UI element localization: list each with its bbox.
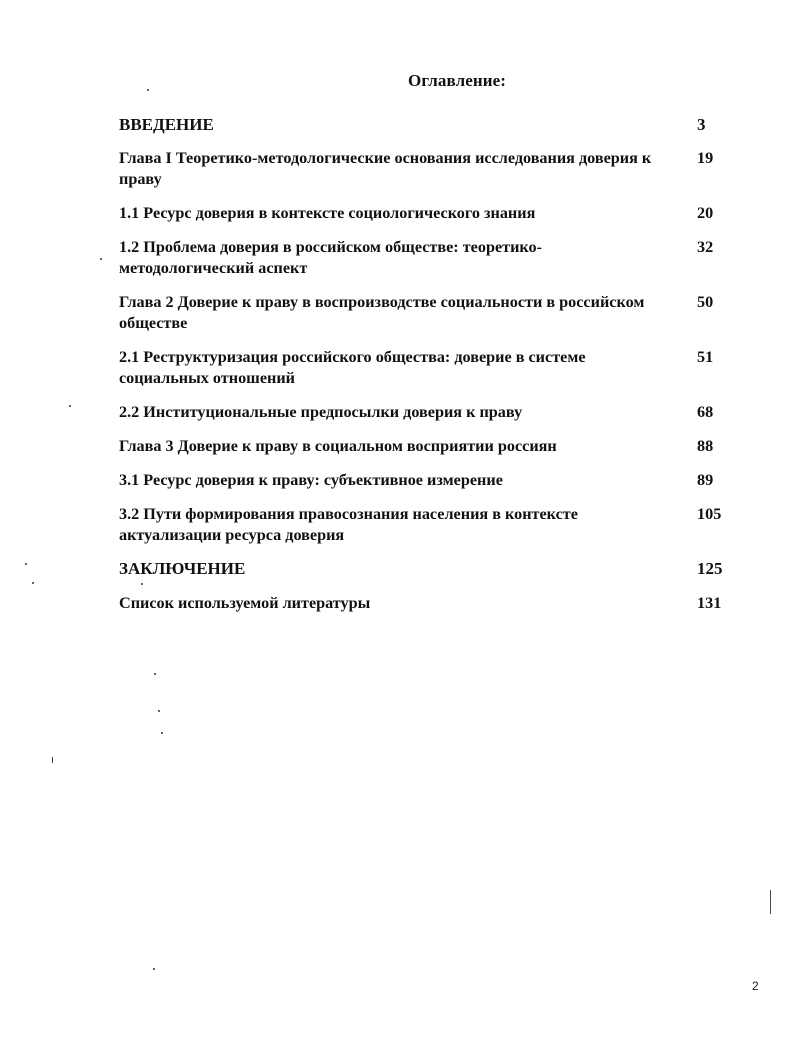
scan-speck: [158, 710, 160, 712]
toc-entry-label: 2.2 Институциональные предпосылки доверия к праву: [119, 403, 523, 421]
toc-entry-label: Список используемой литературы: [119, 594, 371, 612]
toc-entry[interactable]: [119, 436, 731, 457]
toc-entry-label: Глава 3 Доверие к праву в социальном восприятии россиян: [119, 437, 557, 455]
scan-speck: [100, 258, 102, 260]
toc-entry-page: 3: [697, 115, 706, 134]
scan-speck: [147, 89, 149, 91]
toc-entry-page: 32: [697, 238, 714, 256]
toc-entry-page: 19: [697, 149, 714, 167]
scan-speck: [141, 583, 143, 585]
toc-entry[interactable]: [119, 114, 731, 135]
toc-entry-page: 89: [697, 471, 714, 489]
toc-entry-label: Глава I Теоретико-методологические основания исследования доверия к праву: [119, 149, 652, 188]
toc-title: Оглавление:: [408, 71, 507, 90]
toc-entry-page: 88: [697, 437, 714, 455]
toc-entry[interactable]: [119, 470, 731, 491]
toc-entry[interactable]: [119, 292, 731, 334]
toc-entry[interactable]: [119, 504, 731, 546]
toc-entry-label: 3.2 Пути формирования правосознания населения в контексте актуализации ресурса доверия: [119, 505, 578, 544]
scan-mark: [770, 890, 771, 914]
toc-entry-label: Глава 2 Доверие к праву в воспроизводстве социальности в российском обществе: [119, 293, 645, 332]
scan-speck: [25, 563, 27, 565]
scan-speck: [161, 732, 163, 734]
toc-entry[interactable]: [119, 558, 731, 579]
scan-speck: [32, 582, 34, 584]
scan-speck: [69, 405, 71, 407]
toc-entry[interactable]: [119, 593, 731, 614]
toc-entry-label: ЗАКЛЮЧЕНИЕ: [119, 559, 246, 578]
toc-entry[interactable]: [119, 237, 731, 279]
toc-entry-page: 51: [697, 348, 714, 366]
toc-entry-page: 131: [697, 594, 722, 612]
toc-entry-label: 2.1 Реструктуризация российского общества: доверие в системе социальных отношений: [119, 348, 586, 387]
toc-entry[interactable]: [119, 347, 731, 389]
toc-entry[interactable]: [119, 148, 731, 190]
scan-mark: [52, 757, 53, 763]
toc-entry[interactable]: [119, 402, 731, 423]
toc-entry-page: 50: [697, 293, 714, 311]
page-number: 2: [752, 979, 759, 993]
toc-entry-page: 68: [697, 403, 714, 421]
scan-speck: [154, 673, 156, 675]
toc-entry-label: 1.1 Ресурс доверия в контексте социологического знания: [119, 204, 536, 222]
toc-entry-page: 125: [697, 559, 723, 578]
toc-entry[interactable]: [119, 203, 731, 224]
scan-speck: [153, 968, 155, 970]
toc-entry-label: ВВЕДЕНИЕ: [119, 115, 214, 134]
toc-entry-label: 1.2 Проблема доверия в российском обществе: теоретико-методологический аспект: [119, 238, 543, 277]
table-of-contents: [119, 114, 731, 614]
toc-entry-label: 3.1 Ресурс доверия к праву: субъективное измерение: [119, 471, 503, 489]
toc-entry-page: 20: [697, 204, 714, 222]
toc-entry-page: 105: [697, 505, 722, 523]
